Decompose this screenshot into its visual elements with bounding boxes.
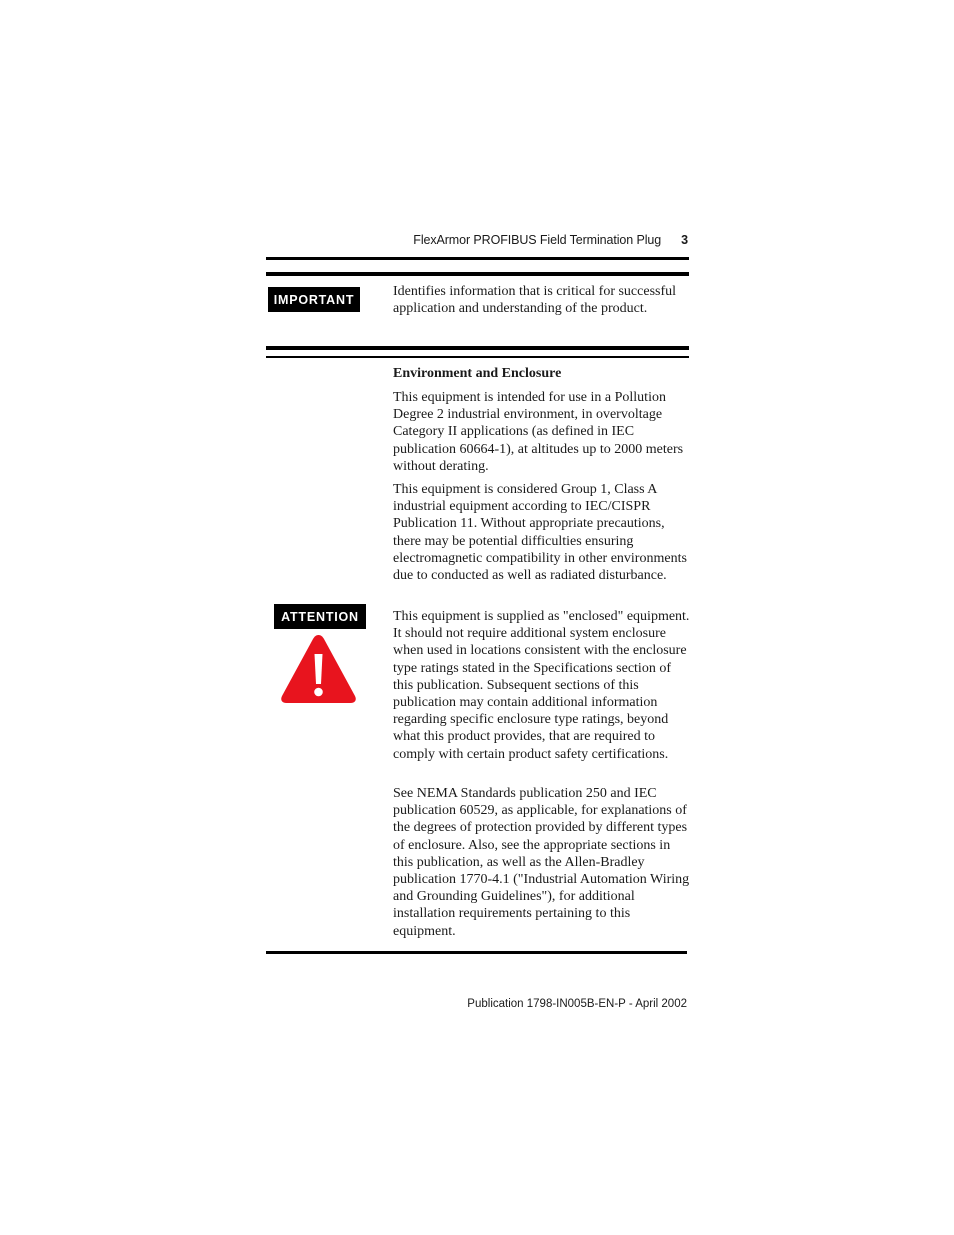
important-bottom-thin-rule xyxy=(266,356,689,358)
paragraph-pollution-degree: This equipment is intended for use in a Pollution Degree 2 industrial environment, in overvoltage Category II applications (as defined in IEC publication 60664-1), at altitudes up to 2000 meters without derating. xyxy=(393,390,684,474)
page-number: 3 xyxy=(681,233,688,247)
header-rule xyxy=(266,257,689,260)
header-title: FlexArmor PROFIBUS Field Termination Plug xyxy=(413,233,662,247)
section-title: Environment and Enclosure xyxy=(393,366,562,381)
publication-footer: Publication 1798-IN005B-EN-P - April 2002 xyxy=(467,998,687,1010)
important-text: Identifies information that is critical for successful application and understanding of the product. xyxy=(393,284,677,317)
important-bottom-rule xyxy=(266,346,689,350)
section-bottom-rule xyxy=(266,951,687,954)
attention-label: ATTENTION xyxy=(274,604,366,629)
paragraph-group-class: This equipment is considered Group 1, Class A industrial equipment according to IEC/CISPR Publication 11. Without appropriate precautions, there may be potential difficulties ensuring electromagnetic compatibility in other environments due to conducted as well as radiated disturbance. xyxy=(393,482,687,584)
paragraph-enclosed-equipment: This equipment is supplied as "enclosed" equipment. It should not require additional system enclosure when used in locations consistent with the enclosure type ratings stated in the Specifications section of this publication. Subsequent sections of this publication may contain additional information regarding specific enclosure type ratings, beyond what this product provides, that are required to comply with certain product safety certifications. xyxy=(393,609,690,762)
paragraph-nema-standards: See NEMA Standards publication 250 and IEC publication 60529, as applicable, for explanations of the degrees of protection provided by different types of enclosure. Also, see the appropriate sections in this publication, as well as the Allen-Bradley publication 1770-4.1 ("Industrial Automation Wiring and Grounding Guidelines"), for additional installation requirements pertaining to this equipment. xyxy=(393,786,690,939)
running-header xyxy=(266,233,689,253)
important-top-rule xyxy=(266,272,689,276)
warning-triangle-icon xyxy=(279,632,358,706)
important-label: IMPORTANT xyxy=(268,287,360,312)
